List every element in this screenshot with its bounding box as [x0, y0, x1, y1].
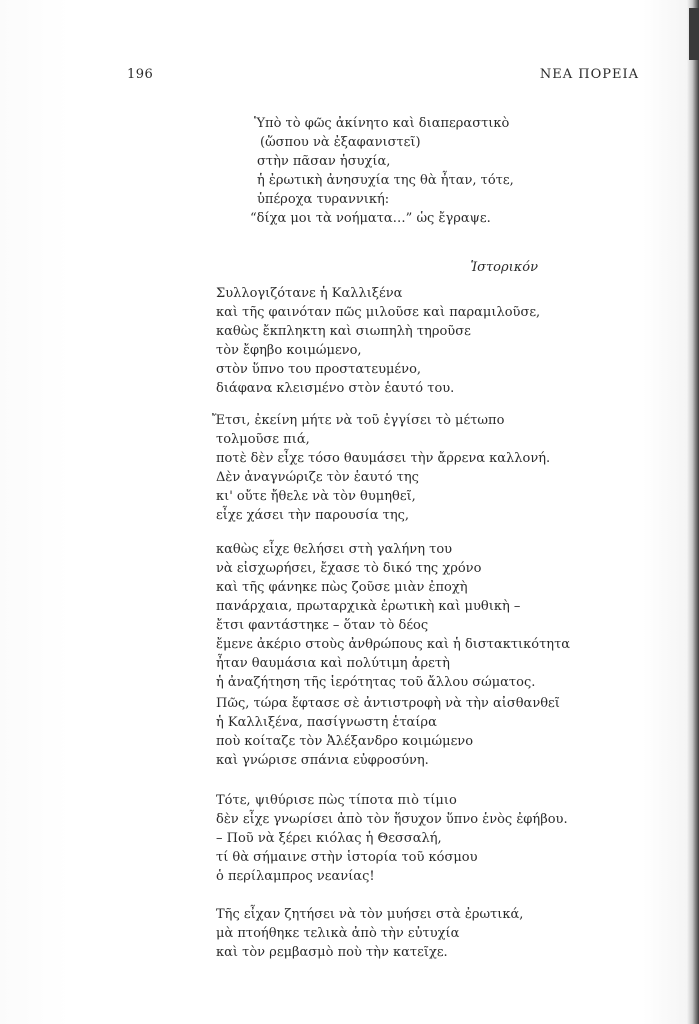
stanza-2 [212, 411, 550, 525]
poem-line: ἡ Καλλιξένα, πασίγνωστη ἑταίρα [216, 715, 437, 730]
poem-line: Ἔτσι, ἐκείνη μήτε νὰ τοῦ ἐγγίσει τὸ μέτωπο [212, 413, 505, 428]
stanza-4 [216, 694, 560, 770]
poem-line: καὶ τῆς φαινόταν πῶς μιλοῦσε καὶ παραμιλοῦσε, [216, 305, 541, 320]
poem-title: Ἱστορικόν [470, 260, 538, 275]
poem-line: νὰ εἰσχωρήσει, ἔχασε τὸ δικό της χρόνο [216, 561, 482, 576]
poem-line: ἡ ἀναζήτηση τῆς ἱερότητας τοῦ ἄλλου σώματος. [216, 675, 536, 690]
poem-line: κι' οὔτε ἤθελε νὰ τὸν θυμηθεῖ, [216, 489, 416, 504]
poem-line: στὸν ὕπνο του προστατευμένο, [216, 362, 422, 377]
poem-line: Ὑπὸ τὸ φῶς ἀκίνητο καὶ διαπεραστικὸ [254, 116, 510, 131]
poem-line: διάφανα κλεισμένο στὸν ἑαυτό του. [216, 381, 455, 396]
poem-line: εἶχε χάσει τὴν παρουσία της, [216, 508, 410, 523]
poem-line: ὑπέροχα τυραννική: [257, 192, 390, 207]
poem-line: Συλλογιζότανε ἡ Καλλιξένα [216, 286, 403, 301]
poem-line: ποὺ κοίταζε τὸν Ἀλέξανδρο κοιμώμενο [216, 734, 474, 749]
poem-line: “δίχα μοι τὰ νοήματα…” ὡς ἔγραψε. [250, 211, 491, 226]
poem-line: καὶ τῆς φάνηκε πὼς ζοῦσε μιὰν ἐποχὴ [216, 580, 468, 595]
running-title: ΝΕΑ ΠΟΡΕΙΑ [539, 67, 639, 82]
poem-line: Τότε, ψιθύρισε πὼς τίποτα πιὸ τίμιο [216, 793, 457, 808]
poem-line: ἡ ἐρωτικὴ ἀνησυχία της θὰ ἦταν, τότε, [257, 173, 514, 188]
poem-line: Δὲν ἀναγνώριζε τὸν ἑαυτό της [216, 470, 419, 485]
poem-line: τολμοῦσε πιά, [216, 432, 310, 447]
poem-line: τί θὰ σήμαινε στὴν ἱστορία τοῦ κόσμου [216, 850, 478, 865]
opening-stanza [250, 114, 514, 228]
scan-corner-mark [689, 8, 699, 60]
page-number: 196 [127, 67, 154, 82]
poem-line: ἔμενε ἀκέριο στοὺς ἀνθρώπους καὶ ἡ διστακτικότητα [216, 637, 571, 652]
poem-line: ἦταν θαυμάσια καὶ πολύτιμη ἀρετὴ [216, 656, 450, 671]
poem-line: – Ποῦ νὰ ξέρει κιόλας ἡ Θεσσαλή, [216, 831, 442, 846]
stanza-6 [216, 905, 523, 962]
poem-line: καθὼς εἶχε θελήσει στὴ γαλήνη του [216, 542, 453, 557]
poem-line: δὲν εἶχε γνωρίσει ἀπὸ τὸν ἥσυχον ὕπνο ἑνὸς ἐφήβου. [216, 812, 568, 827]
poem-line: Πῶς, τώρα ἔφτασε σὲ ἀντιστροφὴ νὰ τὴν αἰσθανθεῖ [216, 696, 560, 711]
poem-line: ἔτσι φαντάστηκε – ὅταν τὸ δέος [216, 618, 429, 633]
stanza-3 [216, 540, 570, 692]
poem-line: πανάρχαια, πρωταρχικὰ ἐρωτικὴ καὶ μυθικὴ – [216, 599, 521, 614]
poem-line: (ὥσπου νὰ ἐξαφανιστεῖ) [260, 135, 421, 150]
poem-line: ὁ περίλαμπρος νεανίας! [216, 869, 375, 884]
stanza-5 [216, 791, 568, 886]
poem-line: καὶ τὸν ρεμβασμὸ ποὺ τὴν κατεῖχε. [216, 945, 448, 960]
poem-line: τὸν ἔφηβο κοιμώμενο, [216, 343, 362, 358]
poem-line: Τῆς εἶχαν ζητήσει νὰ τὸν μυήσει στὰ ἐρωτικά, [216, 907, 524, 922]
stanza-1 [216, 284, 540, 398]
poem-line: μὰ πτοήθηκε τελικὰ ἀπὸ τὴν εὐτυχία [216, 926, 460, 941]
poem-line: καὶ γνώρισε σπάνια εὐφροσύνη. [216, 753, 429, 768]
poem-line: καθὼς ἔκπληκτη καὶ σιωπηλὴ τηροῦσε [216, 324, 471, 339]
page-edge-shadow [687, 0, 699, 1024]
poem-line: ποτὲ δὲν εἶχε τόσο θαυμάσει τὴν ἄρρενα καλλονή. [216, 451, 551, 466]
poem-line: στὴν πᾶσαν ἡσυχία, [257, 154, 391, 169]
